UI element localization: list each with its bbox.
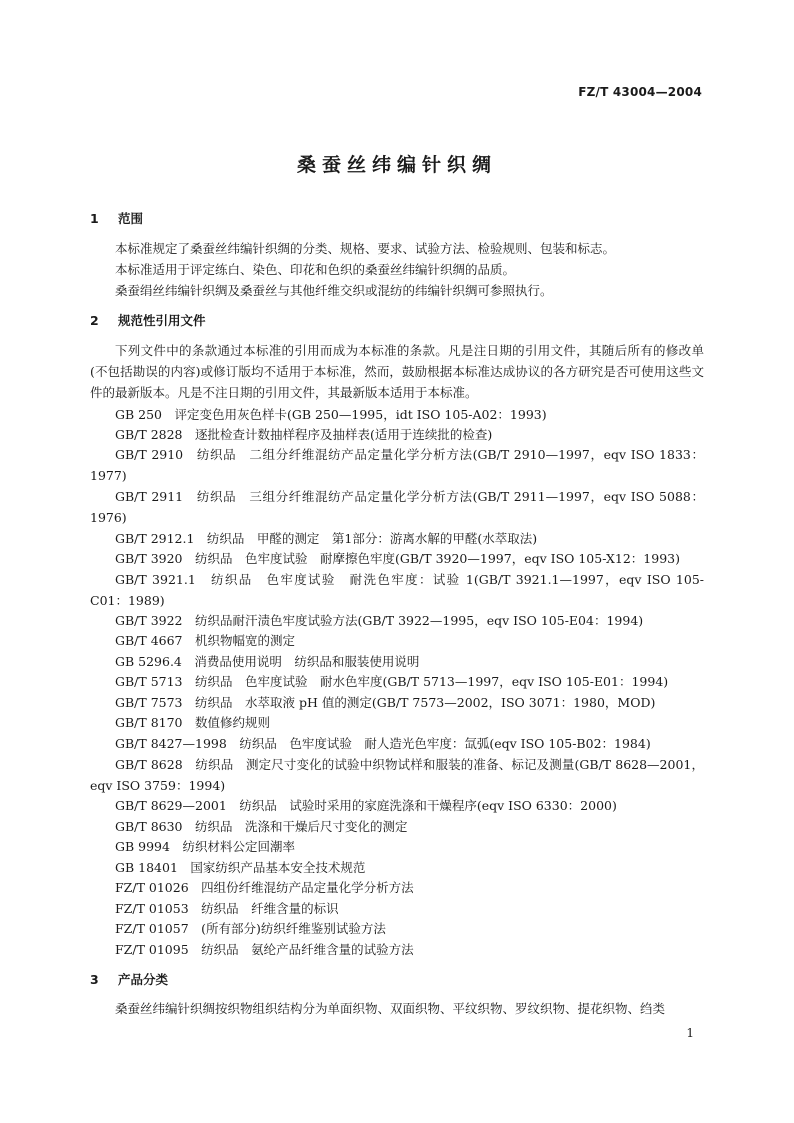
reference-item: FZ/T 01026 四组份纤维混纺产品定量化学分析方法 bbox=[115, 880, 414, 895]
reference-item: GB/T 2828 逐批检查计数抽样程序及抽样表(适用于连续批的检查) bbox=[115, 427, 493, 442]
reference-item: GB/T 2910 纺织品 二组分纤维混纺产品定量化学分析方法(GB/T 2910—1997，eqv ISO 1833：1977) bbox=[90, 447, 704, 483]
scope-paragraph: 桑蚕绢丝纬编针织绸及桑蚕丝与其他纤维交织或混纺的纬编针织绸可参照执行。 bbox=[115, 283, 553, 298]
reference-item: GB 250 评定变色用灰色样卡(GB 250—1995，idt ISO 105-A02：1993) bbox=[115, 407, 547, 422]
section-title: 范围 bbox=[118, 211, 144, 226]
reference-item: GB 9994 纺织材料公定回潮率 bbox=[115, 839, 295, 854]
reference-item: FZ/T 01053 纺织品 纤维含量的标识 bbox=[115, 901, 339, 916]
section-number: 1 bbox=[90, 211, 99, 226]
section-number: 3 bbox=[90, 972, 99, 987]
reference-item: GB/T 5713 纺织品 色牢度试验 耐水色牢度(GB/T 5713—1997，eqv ISO 105-E01：1994) bbox=[115, 674, 669, 689]
reference-item: GB/T 2911 纺织品 三组分纤维混纺产品定量化学分析方法(GB/T 2911—1997，eqv ISO 5088：1976) bbox=[90, 489, 704, 525]
scope-paragraph: 本标准适用于评定练白、染色、印花和色织的桑蚕丝纬编针织绸的品质。 bbox=[115, 262, 516, 277]
reference-item: GB/T 8630 纺织品 洗涤和干燥后尺寸变化的测定 bbox=[115, 819, 408, 834]
section-number: 2 bbox=[90, 313, 99, 328]
reference-item: GB 18401 国家纺织产品基本安全技术规范 bbox=[115, 860, 366, 875]
section-title: 规范性引用文件 bbox=[118, 313, 206, 328]
standard-code: FZ/T 43004—2004 bbox=[578, 85, 702, 99]
section-title: 产品分类 bbox=[118, 972, 169, 987]
reference-item: GB/T 3921.1 纺织品 色牢度试验 耐洗色牢度：试验 1(GB/T 3921.1—1997，eqv ISO 105-C01：1989) bbox=[90, 572, 704, 608]
normative-intro-paragraph: 下列文件中的条款通过本标准的引用而成为本标准的条款。凡是注日期的引用文件，其随后所有的修改单(不包括勘误的内容)或修订版均不适用于本标准，然而，鼓励根据本标准达成协议的各方研究是否可使用这些文件的最新版本。凡是不注日期的引用文件，其最新版本适用于本标准。 bbox=[90, 343, 704, 400]
section-heading-product-classification bbox=[90, 970, 168, 988]
reference-item: FZ/T 01057 (所有部分)纺织纤维鉴别试验方法 bbox=[115, 921, 386, 936]
reference-item: GB/T 8629—2001 纺织品 试验时采用的家庭洗涤和干燥程序(eqv ISO 6330：2000) bbox=[115, 798, 617, 813]
reference-item: GB/T 3920 纺织品 色牢度试验 耐摩擦色牢度(GB/T 3920—1997，eqv ISO 105-X12：1993) bbox=[115, 551, 680, 566]
document-title: 桑蚕丝纬编针织绸 bbox=[296, 154, 497, 176]
reference-item: GB/T 8170 数值修约规则 bbox=[115, 715, 271, 730]
reference-item: GB/T 7573 纺织品 水萃取液 pH 值的测定(GB/T 7573—2002，ISO 3071：1980，MOD) bbox=[115, 695, 656, 710]
section-heading-scope bbox=[90, 209, 143, 227]
reference-item: GB/T 8628 纺织品 测定尺寸变化的试验中织物试样和服装的准备、标记及测量(GB/T 8628—2001，eqv ISO 3759：1994) bbox=[90, 757, 704, 793]
reference-item: FZ/T 01095 纺织品 氨纶产品纤维含量的试验方法 bbox=[115, 942, 414, 957]
classification-paragraph: 桑蚕丝纬编针织绸按织物组织结构分为单面织物、双面织物、平纹织物、罗纹织物、提花织物、绉类 bbox=[115, 1001, 666, 1016]
reference-item: GB 5296.4 消费品使用说明 纺织品和服装使用说明 bbox=[115, 654, 420, 669]
reference-item: GB/T 4667 机织物幅宽的测定 bbox=[115, 633, 296, 648]
reference-item: GB/T 2912.1 纺织品 甲醛的测定 第1部分：游离水解的甲醛(水萃取法) bbox=[115, 531, 538, 546]
reference-item: GB/T 8427—1998 纺织品 色牢度试验 耐人造光色牢度：氙弧(eqv ISO 105-B02：1984) bbox=[115, 736, 651, 751]
reference-item: GB/T 3922 纺织品耐汗渍色牢度试验方法(GB/T 3922—1995，eqv ISO 105-E04：1994) bbox=[115, 613, 644, 628]
page-number: 1 bbox=[686, 1026, 694, 1040]
scope-paragraph: 本标准规定了桑蚕丝纬编针织绸的分类、规格、要求、试验方法、检验规则、包装和标志。 bbox=[115, 241, 616, 256]
section-heading-normative-references bbox=[90, 311, 206, 329]
